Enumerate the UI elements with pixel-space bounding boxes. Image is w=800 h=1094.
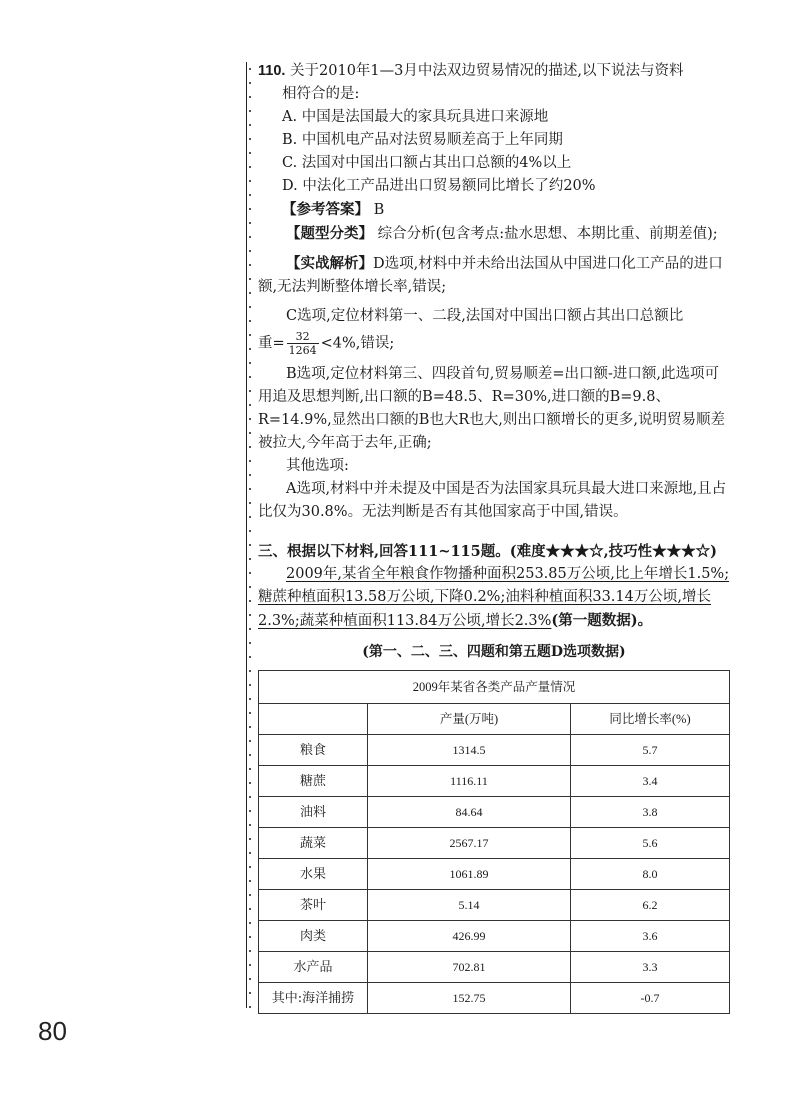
- row-name: 茶叶: [259, 890, 368, 921]
- question-stem-line2: 相符合的是:: [282, 86, 360, 102]
- analysis-c-line2: [258, 330, 730, 357]
- option-d: D. 中法化工产品进出口贸易额同比增长了约20%: [282, 178, 596, 194]
- row-output: 2567.17: [368, 828, 571, 859]
- row-name: 其中:海洋捕捞: [259, 983, 368, 1014]
- question-number: 110.: [258, 63, 286, 79]
- row-growth: 5.6: [571, 828, 730, 859]
- row-name: 油料: [259, 797, 368, 828]
- row-name: 糖蔗: [259, 766, 368, 797]
- analysis-c-line1: C选项,定位材料第一、二段,法国对中国出口额占其出口总额比: [286, 308, 684, 324]
- table-row: [259, 952, 730, 983]
- material-paragraph: [258, 563, 730, 633]
- header-growth: 同比增长率(%): [571, 704, 730, 735]
- row-output: 1314.5: [368, 735, 571, 766]
- analysis-c-prefix: 重=: [258, 335, 285, 352]
- production-table: [258, 670, 730, 1014]
- table-row: [259, 921, 730, 952]
- category-text: 综合分析(包含考点:盐水思想、本期比重、前期差值);: [377, 226, 718, 242]
- left-margin-rule: [244, 62, 252, 1008]
- reference-answer: [258, 198, 730, 222]
- row-growth: 5.7: [571, 735, 730, 766]
- answer-label: 【参考答案】: [282, 201, 369, 218]
- fraction: [287, 330, 319, 357]
- table-row: [259, 766, 730, 797]
- row-name: 水产品: [259, 952, 368, 983]
- analysis-other-label: 其他选项:: [286, 458, 349, 474]
- header-name: [259, 704, 368, 735]
- table-row: [259, 890, 730, 921]
- analysis-b: B选项,定位材料第三、四段首句,贸易顺差=出口额-进口额,此选项可用追及思想判断,出口额的B=48.5、R=30%,进口额的B=9.8、R=14.9%,显然出口额的B也大R也大,则出口额增长的更多,说明贸易顺差被拉大,今年高于去年,正确;: [258, 366, 726, 451]
- table-row: [259, 735, 730, 766]
- material-tail: (第一题数据)。: [551, 612, 653, 629]
- row-growth: 8.0: [571, 859, 730, 890]
- fraction-denominator: 1264: [288, 344, 317, 357]
- row-output: 1116.11: [368, 766, 571, 797]
- question-stem-line1: 关于2010年1—3月中法双边贸易情况的描述,以下说法与资料: [290, 63, 684, 79]
- option-a: A. 中国是法国最大的家具玩具进口来源地: [282, 109, 549, 125]
- analysis-d-text: D选项,材料中并未给出法国从中国进口化工产品的进口额,无法判断整体增长率,错误;: [258, 256, 723, 295]
- analysis-label: 【实战解析】: [286, 255, 373, 272]
- row-output: 84.64: [368, 797, 571, 828]
- fraction-numerator: 32: [287, 330, 319, 344]
- page-content: [258, 60, 730, 1014]
- table-title-row: [259, 671, 730, 704]
- table-row: [259, 797, 730, 828]
- question-category: [258, 222, 730, 246]
- table-row: [259, 983, 730, 1014]
- row-growth: 6.2: [571, 890, 730, 921]
- option-b: B. 中国机电产品对法贸易顺差高于上年同期: [282, 132, 563, 148]
- table-caption: (第一、二、三、四题和第五题D选项数据): [362, 644, 626, 660]
- analysis-d: [258, 252, 730, 299]
- row-growth: 3.6: [571, 921, 730, 952]
- section-heading: 三、根据以下材料,回答111~115题。(难度★★★☆,技巧性★★★☆): [258, 543, 717, 560]
- header-output: 产量(万吨): [368, 704, 571, 735]
- row-name: 肉类: [259, 921, 368, 952]
- page-number: 80: [38, 1016, 67, 1046]
- row-name: 粮食: [259, 735, 368, 766]
- table-row: [259, 828, 730, 859]
- row-growth: 3.8: [571, 797, 730, 828]
- row-name: 蔬菜: [259, 828, 368, 859]
- row-output: 702.81: [368, 952, 571, 983]
- analysis-a: A选项,材料中并未提及中国是否为法国家具玩具最大进口来源地,且占比仅为30.8%。无法判断是否有其他国家高于中国,错误。: [258, 481, 727, 520]
- row-growth: 3.4: [571, 766, 730, 797]
- row-output: 5.14: [368, 890, 571, 921]
- material-underlined-text: 2009年,某省全年粮食作物播种面积253.85万公顷,比上年增长1.5%;糖蔗种植面积13.58万公顷,下降0.2%;油料种植面积33.14万公顷,增长2.3%;蔬菜种植面积113.84万公顷,增长2.3%: [258, 566, 730, 629]
- row-output: 152.75: [368, 983, 571, 1014]
- category-label: 【题型分类】: [286, 225, 373, 242]
- question-stem: [258, 60, 730, 83]
- option-c: C. 法国对中国出口额占其出口总额的4%以上: [282, 155, 572, 171]
- row-output: 426.99: [368, 921, 571, 952]
- table-title: 2009年某省各类产品产量情况: [259, 671, 730, 704]
- analysis-c-suffix: <4%,错误;: [320, 335, 395, 352]
- row-name: 水果: [259, 859, 368, 890]
- answer-value: B: [373, 202, 385, 218]
- table-header-row: [259, 704, 730, 735]
- table-row: [259, 859, 730, 890]
- row-growth: -0.7: [571, 983, 730, 1014]
- row-output: 1061.89: [368, 859, 571, 890]
- row-growth: 3.3: [571, 952, 730, 983]
